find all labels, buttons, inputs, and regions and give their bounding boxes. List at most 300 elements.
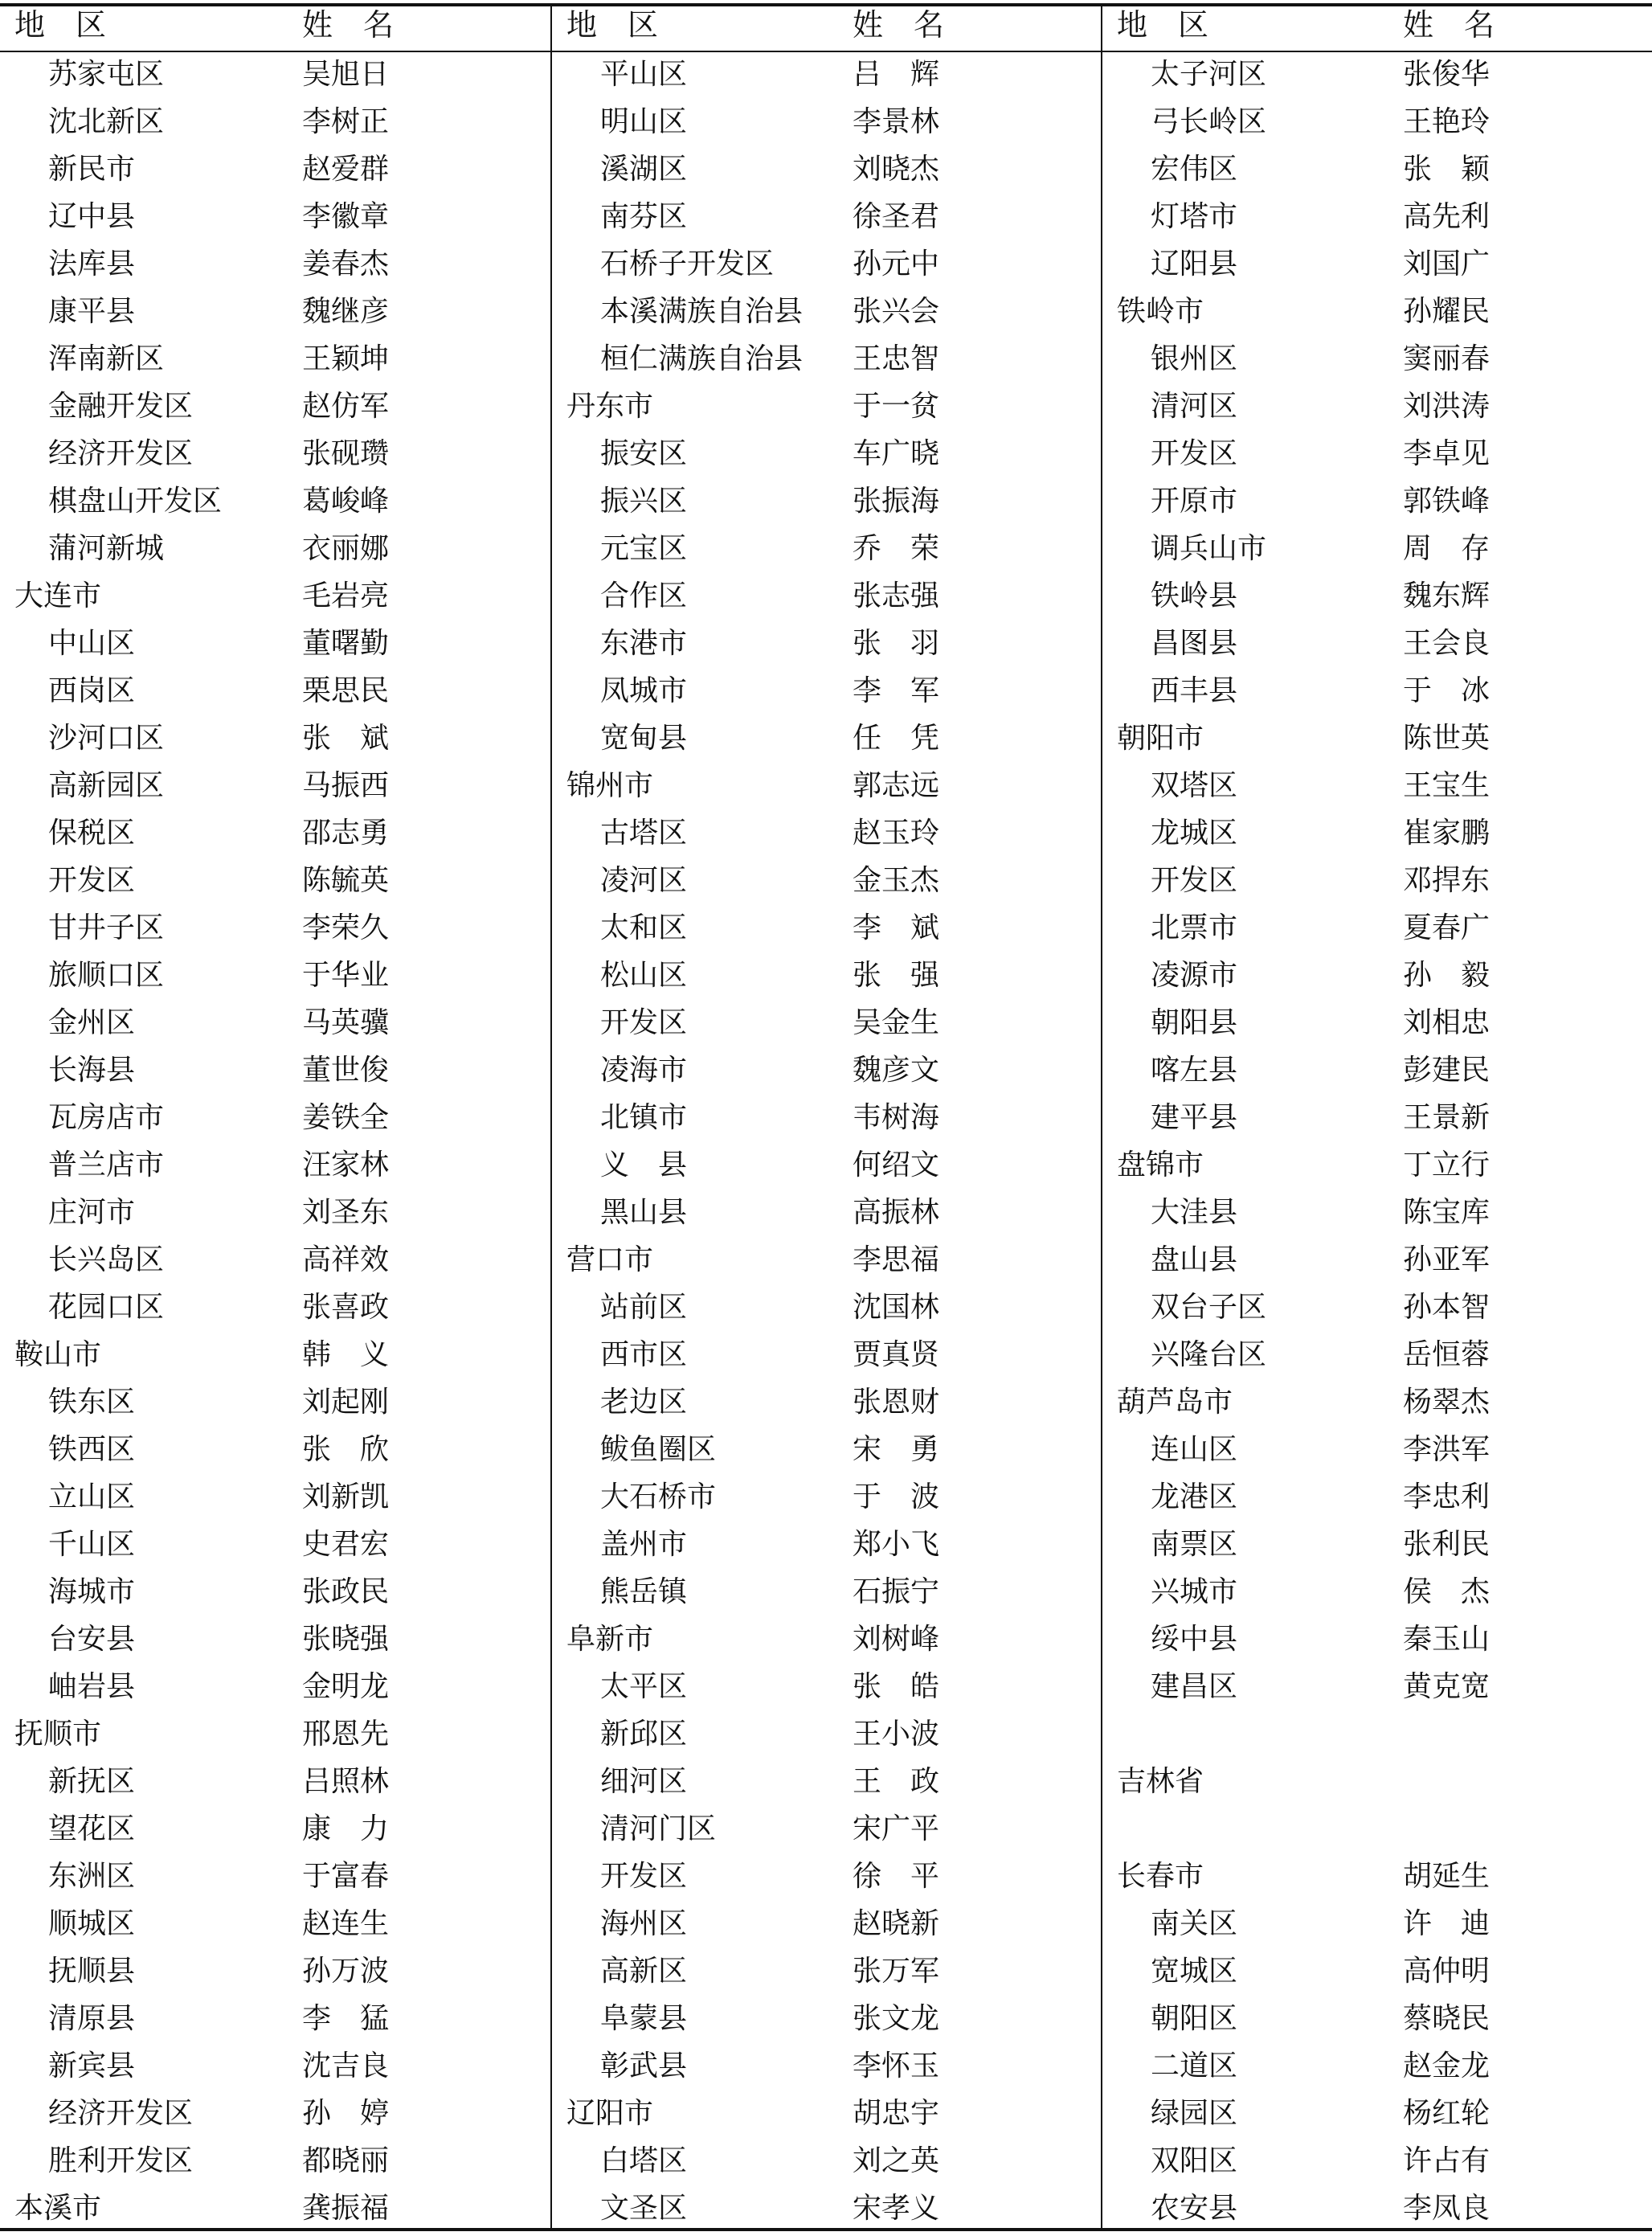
table-row <box>1102 1189 1652 1236</box>
region-cell: 文圣区 <box>600 2192 688 2225</box>
region-cell: 朝阳市 <box>1117 722 1204 755</box>
table-row <box>1102 288 1652 335</box>
region-cell: 康平县 <box>48 295 136 328</box>
region-cell: 清河门区 <box>600 1812 717 1845</box>
region-cell: 本溪满族自治县 <box>600 295 804 328</box>
table-row <box>552 288 1101 335</box>
region-cell: 苏家屯区 <box>48 58 165 91</box>
region-cell: 太和区 <box>600 911 688 944</box>
table-row <box>552 1805 1101 1853</box>
name-cell: 王会良 <box>1403 627 1490 660</box>
table-row <box>0 1426 550 1473</box>
table-row <box>0 335 550 383</box>
table-row <box>0 525 550 572</box>
name-cell: 邵志勇 <box>302 817 390 850</box>
region-cell: 花园口区 <box>48 1291 165 1324</box>
name-cell: 刘洪涛 <box>1403 390 1490 423</box>
table-row <box>1102 1616 1652 1663</box>
region-cell: 元宝区 <box>600 532 688 565</box>
table-row <box>0 952 550 999</box>
table-row <box>0 1853 550 1900</box>
table-row <box>0 1094 550 1141</box>
table-row <box>0 1046 550 1094</box>
region-cell: 开发区 <box>600 1860 688 1893</box>
region-cell: 棋盘山开发区 <box>48 485 223 518</box>
name-cell: 王小波 <box>853 1718 940 1751</box>
name-cell: 张文龙 <box>853 2002 940 2035</box>
name-cell: 邢恩先 <box>302 1718 390 1751</box>
region-cell: 丹东市 <box>566 390 654 423</box>
table-row <box>0 1758 550 1805</box>
table-row <box>1102 1094 1652 1141</box>
table-row <box>1102 1284 1652 1331</box>
name-cell: 孙 婷 <box>302 2097 390 2130</box>
name-cell: 刘树峰 <box>853 1623 940 1656</box>
name-cell: 李 斌 <box>853 911 940 944</box>
region-cell: 顺城区 <box>48 1907 136 1940</box>
name-cell: 贾真贤 <box>853 1338 940 1371</box>
name-cell: 刘新凯 <box>302 1480 390 1513</box>
name-cell: 陈宝库 <box>1403 1196 1490 1229</box>
region-cell: 二道区 <box>1151 2050 1238 2082</box>
region-cell: 连山区 <box>1151 1433 1238 1466</box>
name-cell: 张 斌 <box>302 722 390 755</box>
table-row <box>0 1331 550 1378</box>
region-cell: 胜利开发区 <box>48 2144 194 2177</box>
name-cell: 张 皓 <box>853 1670 940 1703</box>
region-cell: 辽阳县 <box>1151 248 1238 281</box>
table-row <box>1102 98 1652 145</box>
region-cell: 灯塔市 <box>1151 200 1238 233</box>
name-cell: 李荣久 <box>302 911 390 944</box>
region-cell: 凌河区 <box>600 864 688 897</box>
table-row <box>1102 1521 1652 1568</box>
name-cell: 史君宏 <box>302 1528 390 1561</box>
table-row <box>0 2090 550 2137</box>
table-row <box>1102 2042 1652 2090</box>
table-row <box>552 1853 1101 1900</box>
table-row <box>0 98 550 145</box>
name-cell: 刘圣东 <box>302 1196 390 1229</box>
table-row <box>1102 904 1652 952</box>
name-cell: 张政民 <box>302 1575 390 1608</box>
name-cell: 衣丽娜 <box>302 532 390 565</box>
table-row <box>0 1947 550 1995</box>
region-cell: 长春市 <box>1117 1860 1204 1893</box>
name-cell: 魏彦文 <box>853 1054 940 1087</box>
name-cell: 高祥效 <box>302 1243 390 1276</box>
table-row <box>552 335 1101 383</box>
region-cell: 海州区 <box>600 1907 688 1940</box>
name-cell: 张万军 <box>853 1955 940 1988</box>
region-cell: 开发区 <box>48 864 136 897</box>
name-cell: 刘相忠 <box>1403 1006 1490 1039</box>
name-cell: 栗思民 <box>302 674 390 707</box>
name-cell: 高振林 <box>853 1196 940 1229</box>
name-cell: 董曙勤 <box>302 627 390 660</box>
table-row <box>552 999 1101 1046</box>
name-cell: 秦玉山 <box>1403 1623 1490 1656</box>
region-cell: 松山区 <box>600 959 688 992</box>
region-cell: 辽中县 <box>48 200 136 233</box>
table-row <box>552 1663 1101 1710</box>
region-cell: 龙城区 <box>1151 817 1238 850</box>
region-cell: 高新园区 <box>48 769 165 802</box>
region-cell: 吉林省 <box>1117 1765 1204 1798</box>
name-cell: 郭志远 <box>853 769 940 802</box>
table-row <box>1102 1947 1652 1995</box>
name-cell: 李 猛 <box>302 2002 390 2035</box>
name-cell: 许占有 <box>1403 2144 1490 2177</box>
name-cell: 张晓强 <box>302 1623 390 1656</box>
name-cell: 杨翠杰 <box>1403 1386 1490 1419</box>
region-cell: 鞍山市 <box>14 1338 102 1371</box>
region-cell: 立山区 <box>48 1480 136 1513</box>
table-row <box>552 1378 1101 1426</box>
name-cell: 韩 义 <box>302 1338 390 1371</box>
name-cell: 马振西 <box>302 769 390 802</box>
table-row <box>552 240 1101 288</box>
name-cell: 蔡晓民 <box>1403 2002 1490 2035</box>
region-cell: 合作区 <box>600 579 688 612</box>
name-cell: 岳恒蓉 <box>1403 1338 1490 1371</box>
name-cell: 胡延生 <box>1403 1860 1490 1893</box>
region-cell: 庄河市 <box>48 1196 136 1229</box>
table-row <box>552 667 1101 715</box>
region-cell: 站前区 <box>600 1291 688 1324</box>
region-cell: 经济开发区 <box>48 437 194 470</box>
name-cell: 赵金龙 <box>1403 2050 1490 2082</box>
name-cell: 李卓见 <box>1403 437 1490 470</box>
table-row <box>0 1616 550 1663</box>
table-row <box>1102 2137 1652 2185</box>
name-cell: 张 欣 <box>302 1433 390 1466</box>
region-cell: 保税区 <box>48 817 136 850</box>
name-cell: 吴旭日 <box>302 58 390 91</box>
table-row <box>0 1663 550 1710</box>
name-cell: 乔 荣 <box>853 532 940 565</box>
region-cell: 中山区 <box>48 627 136 660</box>
name-cell: 孙万波 <box>302 1955 390 1988</box>
region-cell: 龙港区 <box>1151 1480 1238 1513</box>
region-cell: 宏伟区 <box>1151 153 1238 186</box>
name-cell: 胡忠宇 <box>853 2097 940 2130</box>
table-row <box>552 1473 1101 1521</box>
table-row <box>0 477 550 525</box>
name-cell: 宋孝义 <box>853 2192 940 2225</box>
name-cell: 高先利 <box>1403 200 1490 233</box>
name-cell: 李思福 <box>853 1243 940 1276</box>
region-cell: 振兴区 <box>600 485 688 518</box>
table-row <box>0 383 550 430</box>
name-cell: 姜铁全 <box>302 1101 390 1134</box>
name-cell: 于 波 <box>853 1480 940 1513</box>
name-cell: 张 强 <box>853 959 940 992</box>
table-row <box>0 999 550 1046</box>
region-cell: 新宾县 <box>48 2050 136 2082</box>
region-cell: 兴隆台区 <box>1151 1338 1267 1371</box>
name-cell: 宋广平 <box>853 1812 940 1845</box>
name-cell: 张喜政 <box>302 1291 390 1324</box>
name-cell: 董世俊 <box>302 1054 390 1087</box>
region-cell: 大石桥市 <box>600 1480 717 1513</box>
name-cell: 郑小飞 <box>853 1528 940 1561</box>
region-cell: 长兴岛区 <box>48 1243 165 1276</box>
name-cell: 沈吉良 <box>302 2050 390 2082</box>
name-cell: 龚振福 <box>302 2192 390 2225</box>
table-row <box>1102 1853 1652 1900</box>
region-cell: 清河区 <box>1151 390 1238 423</box>
name-cell: 徐 平 <box>853 1860 940 1893</box>
region-cell: 甘井子区 <box>48 911 165 944</box>
table-row <box>0 1521 550 1568</box>
region-cell: 辽阳市 <box>566 2097 654 2130</box>
table-row <box>1102 572 1652 620</box>
region-cell: 桓仁满族自治县 <box>600 342 804 375</box>
region-cell: 绥中县 <box>1151 1623 1238 1656</box>
name-cell: 魏东辉 <box>1403 579 1490 612</box>
table-row <box>1102 1568 1652 1616</box>
region-cell: 南芬区 <box>600 200 688 233</box>
table-row <box>1102 952 1652 999</box>
region-cell: 开原市 <box>1151 485 1238 518</box>
table-row <box>552 1947 1101 1995</box>
table-row <box>1102 51 1652 98</box>
name-cell: 李凤良 <box>1403 2192 1490 2225</box>
table-row <box>0 1900 550 1947</box>
region-cell: 西市区 <box>600 1338 688 1371</box>
table-row <box>0 1805 550 1853</box>
name-cell: 马英骥 <box>302 1006 390 1039</box>
table-row <box>552 193 1101 240</box>
region-cell: 铁西区 <box>48 1433 136 1466</box>
name-cell: 赵仿军 <box>302 390 390 423</box>
name-cell: 李洪军 <box>1403 1433 1490 1466</box>
region-cell: 新抚区 <box>48 1765 136 1798</box>
region-cell: 新邱区 <box>600 1718 688 1751</box>
table-row <box>552 572 1101 620</box>
name-cell: 赵爱群 <box>302 153 390 186</box>
table-row <box>0 715 550 762</box>
table-row <box>1102 1426 1652 1473</box>
name-cell: 杨红轮 <box>1403 2097 1490 2130</box>
name-cell: 彭建民 <box>1403 1054 1490 1087</box>
region-cell: 沈北新区 <box>48 105 165 138</box>
region-cell: 建昌区 <box>1151 1670 1238 1703</box>
name-cell: 李 军 <box>853 674 940 707</box>
table-row <box>552 430 1101 477</box>
region-cell: 喀左县 <box>1151 1054 1238 1087</box>
table-row <box>552 2042 1101 2090</box>
region-cell: 本溪市 <box>14 2192 102 2225</box>
name-cell: 金明龙 <box>302 1670 390 1703</box>
region-cell: 东港市 <box>600 627 688 660</box>
name-cell: 吕 辉 <box>853 58 940 91</box>
table-row <box>1102 1141 1652 1189</box>
region-cell: 盘山县 <box>1151 1243 1238 1276</box>
region-cell: 长海县 <box>48 1054 136 1087</box>
table-row <box>1102 1758 1652 1805</box>
region-cell: 铁东区 <box>48 1386 136 1419</box>
region-cell: 西岗区 <box>48 674 136 707</box>
name-cell: 张俊华 <box>1403 58 1490 91</box>
name-cell: 侯 杰 <box>1403 1575 1490 1608</box>
region-cell: 千山区 <box>48 1528 136 1561</box>
region-cell: 农安县 <box>1151 2192 1238 2225</box>
name-cell: 夏春广 <box>1403 911 1490 944</box>
table-row <box>0 51 550 98</box>
name-cell: 魏继彦 <box>302 295 390 328</box>
region-cell: 阜蒙县 <box>600 2002 688 2035</box>
table-row <box>0 572 550 620</box>
header-region: 地 区 <box>566 7 659 43</box>
name-cell: 韦树海 <box>853 1101 940 1134</box>
name-cell: 赵玉玲 <box>853 817 940 850</box>
name-cell: 张恩财 <box>853 1386 940 1419</box>
table-row <box>0 620 550 667</box>
region-cell: 锦州市 <box>566 769 654 802</box>
name-cell: 任 凭 <box>853 722 940 755</box>
table-row <box>552 1758 1101 1805</box>
region-cell: 鲅鱼圈区 <box>600 1433 717 1466</box>
region-cell: 盖州市 <box>600 1528 688 1561</box>
name-cell: 张 羽 <box>853 627 940 660</box>
region-cell: 太平区 <box>600 1670 688 1703</box>
table-row <box>0 193 550 240</box>
table-row <box>0 2185 550 2232</box>
region-cell: 凌源市 <box>1151 959 1238 992</box>
region-cell: 抚顺市 <box>14 1718 102 1751</box>
table-row <box>0 1189 550 1236</box>
table-row <box>552 98 1101 145</box>
region-cell: 熊岳镇 <box>600 1575 688 1608</box>
name-cell: 孙 毅 <box>1403 959 1490 992</box>
name-cell: 窦丽春 <box>1403 342 1490 375</box>
name-cell: 李树正 <box>302 105 390 138</box>
table-row <box>0 1236 550 1284</box>
table-row <box>552 809 1101 857</box>
name-cell: 陈世英 <box>1403 722 1490 755</box>
table-row <box>0 1995 550 2042</box>
table-row <box>0 288 550 335</box>
region-cell: 振安区 <box>600 437 688 470</box>
name-cell: 都晓丽 <box>302 2144 390 2177</box>
name-cell: 陈毓英 <box>302 864 390 897</box>
region-cell: 旅顺口区 <box>48 959 165 992</box>
region-cell: 浑南新区 <box>48 342 165 375</box>
region-cell: 宽甸县 <box>600 722 688 755</box>
table-row <box>0 2137 550 2185</box>
region-cell: 新民市 <box>48 153 136 186</box>
name-cell: 何绍文 <box>853 1149 940 1181</box>
table-row <box>1102 193 1652 240</box>
table-row <box>0 145 550 193</box>
name-cell: 郭铁峰 <box>1403 485 1490 518</box>
name-cell: 葛峻峰 <box>302 485 390 518</box>
name-cell: 高仲明 <box>1403 1955 1490 1988</box>
table-row <box>1102 240 1652 288</box>
name-cell: 孙元中 <box>853 248 940 281</box>
region-cell: 大连市 <box>14 579 102 612</box>
name-cell: 张利民 <box>1403 1528 1490 1561</box>
table-row <box>552 904 1101 952</box>
region-cell: 岫岩县 <box>48 1670 136 1703</box>
region-cell: 朝阳县 <box>1151 1006 1238 1039</box>
table-row <box>552 857 1101 904</box>
name-cell: 李徽章 <box>302 200 390 233</box>
table-row <box>1102 999 1652 1046</box>
name-cell: 于 冰 <box>1403 674 1490 707</box>
table-row <box>1102 477 1652 525</box>
region-cell: 太子河区 <box>1151 58 1267 91</box>
table-row <box>1102 667 1652 715</box>
region-cell: 大洼县 <box>1151 1196 1238 1229</box>
table-row <box>552 477 1101 525</box>
name-cell: 周 存 <box>1403 532 1490 565</box>
region-cell: 法库县 <box>48 248 136 281</box>
table-row <box>0 1568 550 1616</box>
region-cell: 西丰县 <box>1151 674 1238 707</box>
name-cell: 崔家鹏 <box>1403 817 1490 850</box>
region-cell: 双台子区 <box>1151 1291 1267 1324</box>
region-cell: 弓长岭区 <box>1151 105 1267 138</box>
name-cell: 张兴会 <box>853 295 940 328</box>
table-row <box>1102 715 1652 762</box>
region-cell: 金融开发区 <box>48 390 194 423</box>
name-cell: 沈国林 <box>853 1291 940 1324</box>
table-row <box>0 1710 550 1758</box>
name-cell: 孙本智 <box>1403 1291 1490 1324</box>
name-cell: 王颖坤 <box>302 342 390 375</box>
table-row <box>1102 525 1652 572</box>
name-cell: 车广晓 <box>853 437 940 470</box>
name-cell: 吕照林 <box>302 1765 390 1798</box>
name-cell: 刘国广 <box>1403 248 1490 281</box>
header-region: 地 区 <box>1117 7 1209 43</box>
name-cell: 张振海 <box>853 485 940 518</box>
table-row <box>0 809 550 857</box>
region-cell: 蒲河新城 <box>48 532 165 565</box>
table-row <box>552 1616 1101 1663</box>
region-cell: 清原县 <box>48 2002 136 2035</box>
table-row <box>552 525 1101 572</box>
region-cell: 古塔区 <box>600 817 688 850</box>
name-cell: 于富春 <box>302 1860 390 1893</box>
table-row <box>552 762 1101 809</box>
table-row <box>1102 430 1652 477</box>
name-cell: 李怀玉 <box>853 2050 940 2082</box>
table-row <box>552 1900 1101 1947</box>
header-name: 姓 名 <box>853 7 945 43</box>
region-cell: 北票市 <box>1151 911 1238 944</box>
name-cell: 汪家林 <box>302 1149 390 1181</box>
row-list <box>552 51 1101 2232</box>
region-cell: 沙河口区 <box>48 722 165 755</box>
table-row <box>0 430 550 477</box>
region-cell: 开发区 <box>1151 437 1238 470</box>
name-cell: 张志强 <box>853 579 940 612</box>
name-cell: 刘晓杰 <box>853 153 940 186</box>
region-cell: 普兰店市 <box>48 1149 165 1181</box>
region-cell: 阜新市 <box>566 1623 654 1656</box>
table-row <box>1102 1331 1652 1378</box>
name-cell: 赵晓新 <box>853 1907 940 1940</box>
table-row <box>0 1473 550 1521</box>
name-cell: 邓捍东 <box>1403 864 1490 897</box>
table-row <box>1102 1378 1652 1426</box>
table-row <box>1102 2090 1652 2137</box>
region-cell: 朝阳区 <box>1151 2002 1238 2035</box>
